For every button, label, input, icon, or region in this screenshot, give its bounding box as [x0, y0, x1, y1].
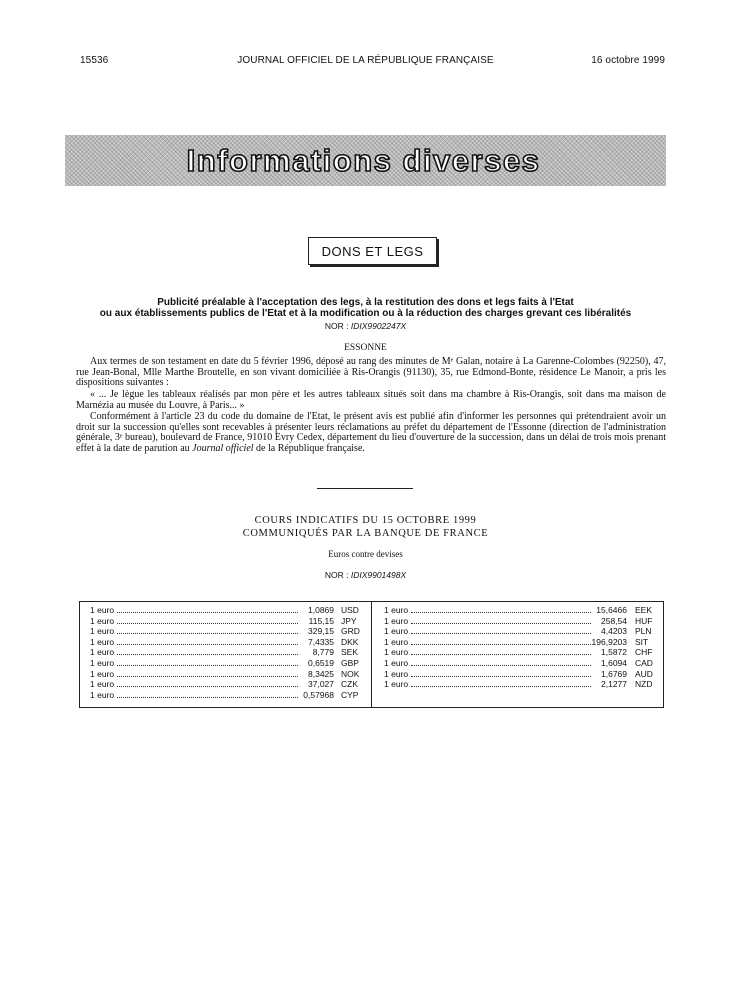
rate-row — [384, 679, 656, 690]
rate-row — [90, 616, 364, 627]
dot-leader — [117, 633, 298, 634]
rate-label: 1 euro — [384, 679, 409, 690]
rate-row — [90, 658, 364, 669]
rate-value: 1,6769 — [601, 668, 627, 679]
currency-code: EEK — [635, 605, 653, 615]
currency-code: CYP — [341, 689, 359, 700]
rate-row — [90, 605, 364, 616]
currency-code: NOK — [341, 668, 360, 679]
rate-row — [90, 626, 364, 637]
journal-officiel-title: Journal officiel — [192, 442, 254, 454]
rate-row — [384, 637, 656, 648]
rate-value: 258,54 — [601, 615, 627, 626]
rate-label: 1 euro — [90, 605, 115, 615]
dot-leader — [117, 644, 298, 645]
rate-value: 1,6094 — [601, 658, 627, 668]
dot-leader — [117, 676, 298, 677]
rate-row — [384, 669, 656, 680]
rate-row — [90, 669, 364, 680]
rate-row — [384, 626, 656, 637]
dot-leader — [117, 665, 298, 666]
dot-leader — [411, 654, 591, 655]
currency-code: DKK — [341, 636, 359, 647]
rates-column-divider — [371, 601, 372, 708]
rate-value: 0,57968 — [303, 689, 334, 700]
rate-value: 15,6466 — [596, 605, 627, 615]
currency-code: PLN — [635, 626, 652, 637]
rate-label: 1 euro — [90, 668, 115, 679]
notice-title-line-2: ou aux établissements publics de l'Etat et à la modification ou à la réduction des charges grevant ces libéralités — [99, 308, 632, 319]
paragraph-3-end: de la République française. — [253, 442, 365, 454]
section-banner — [65, 135, 666, 186]
rate-row — [90, 637, 364, 648]
currency-code: USD — [341, 605, 359, 615]
page-number: 15536 — [80, 55, 109, 66]
issue-date: 16 octobre 1999 — [591, 55, 665, 66]
rate-label: 1 euro — [90, 626, 115, 637]
notice-paragraph-2: « ... Je lègue les tableaux réalisés par mon père et les autres tableaux situés soit dans ma chambre à Ris-Orangis, soit dans ma maison de Marnézia au musée du Louvre, à Paris... » — [76, 389, 666, 411]
rate-value: 0,6519 — [308, 658, 334, 668]
rate-label: 1 euro — [384, 605, 409, 615]
notice-title-line-1: Publicité préalable à l'acceptation des legs, à la restitution des dons et legs faits à l'Etat — [157, 297, 574, 308]
rate-value: 196,9203 — [591, 636, 627, 647]
rate-label: 1 euro — [384, 668, 409, 679]
currency-code: NZD — [635, 679, 653, 690]
currency-code: HUF — [635, 615, 653, 626]
rate-label: 1 euro — [90, 658, 115, 668]
rate-row — [384, 658, 656, 669]
nor-label: NOR : — [324, 570, 349, 580]
rate-label: 1 euro — [90, 615, 115, 626]
rates-title-line-2: COMMUNIQUÉS PAR LA BANQUE DE FRANCE — [242, 528, 489, 539]
banner-title: Informations diverses — [186, 142, 541, 178]
currency-code: SIT — [635, 636, 649, 647]
rate-label: 1 euro — [90, 647, 115, 658]
rate-value: 8,3425 — [308, 668, 334, 679]
rate-value: 8,779 — [312, 647, 334, 658]
dot-leader — [411, 633, 591, 634]
section-divider — [317, 488, 413, 489]
nor-code: IDIX9902247X — [350, 321, 407, 331]
dot-leader — [117, 612, 298, 613]
rate-label: 1 euro — [384, 615, 409, 626]
currency-code: CAD — [635, 658, 653, 668]
dot-leader — [411, 665, 591, 666]
journal-title: JOURNAL OFFICIEL DE LA RÉPUBLIQUE FRANÇAISE — [237, 55, 494, 66]
dot-leader — [117, 697, 298, 698]
rate-label: 1 euro — [90, 679, 115, 690]
currency-code: SEK — [341, 647, 359, 658]
notice-paragraph-1: Aux termes de son testament en date du 5 février 1996, déposé au rang des minutes de Mᵉ Galan, notaire à La Garenne-Colombes (92250), 47, rue Jean-Bonal, Mlle Marthe Broutelle, en son vivant domiciliée à Ris-Orangis (91130), 35, rue Edmond-Bonte, résidence Le Manoir, a pris les dispositions suivantes : — [76, 356, 666, 389]
notice-nor — [0, 321, 731, 331]
rate-row — [384, 616, 656, 627]
rate-value: 1,0869 — [308, 605, 334, 615]
dot-leader — [117, 623, 298, 624]
dot-leader — [411, 612, 591, 613]
rate-label: 1 euro — [384, 658, 409, 668]
rate-value: 4,4203 — [601, 626, 627, 637]
nor-label: NOR : — [324, 321, 349, 331]
currency-code: CZK — [341, 679, 358, 690]
section-heading-box — [308, 237, 437, 265]
rate-value: 2,1277 — [601, 679, 627, 690]
paragraph-3-text: Conformément à l'article 23 du code du domaine de l'Etat, le présent avis est publié afin d'informer les personnes qui prétendraient avoir un droit sur la succession qu'elles sont recevables à présenter leurs réclamations au préfet du département de l'Essonne (direction de l'administration générale, 3ᵉ bureau), boulevard de France, 91010 Evry Cedex, département du lieu d'ouverture de la succession, dans un délai de trois mois prenant effet à la date de parution au — [76, 411, 666, 454]
rate-row — [384, 605, 656, 616]
rates-subtitle: Euros contre devises — [328, 549, 403, 559]
dot-leader — [411, 676, 591, 677]
dot-leader — [411, 623, 591, 624]
rate-row — [90, 679, 364, 690]
rate-value: 7,4335 — [308, 636, 334, 647]
notice-paragraph-3 — [76, 412, 666, 454]
rates-nor — [0, 570, 731, 580]
rates-title-line-1: COURS INDICATIFS DU 15 OCTOBRE 1999 — [254, 515, 477, 526]
rate-label: 1 euro — [384, 626, 409, 637]
rate-row — [90, 647, 364, 658]
dot-leader — [117, 654, 298, 655]
rate-value: 115,15 — [308, 615, 334, 626]
rate-value: 1,5872 — [601, 647, 627, 658]
currency-code: JPY — [341, 615, 357, 626]
rate-value: 37,027 — [308, 679, 334, 690]
rate-row — [90, 690, 364, 701]
rate-label: 1 euro — [384, 647, 409, 658]
nor-code: IDIX9901498X — [350, 570, 407, 580]
dot-leader — [117, 686, 298, 687]
dot-leader — [411, 686, 591, 687]
currency-code: GRD — [341, 626, 360, 637]
rate-label: 1 euro — [90, 689, 115, 700]
dot-leader — [411, 644, 591, 645]
rate-label: 1 euro — [384, 636, 409, 647]
currency-code: CHF — [635, 647, 653, 658]
currency-code: AUD — [635, 668, 653, 679]
section-title: DONS ET LEGS — [321, 243, 424, 259]
rate-label: 1 euro — [90, 636, 115, 647]
currency-code: GBP — [341, 658, 359, 668]
rate-row — [384, 647, 656, 658]
rate-value: 329,15 — [308, 626, 334, 637]
region-heading: ESSONNE — [344, 343, 387, 353]
